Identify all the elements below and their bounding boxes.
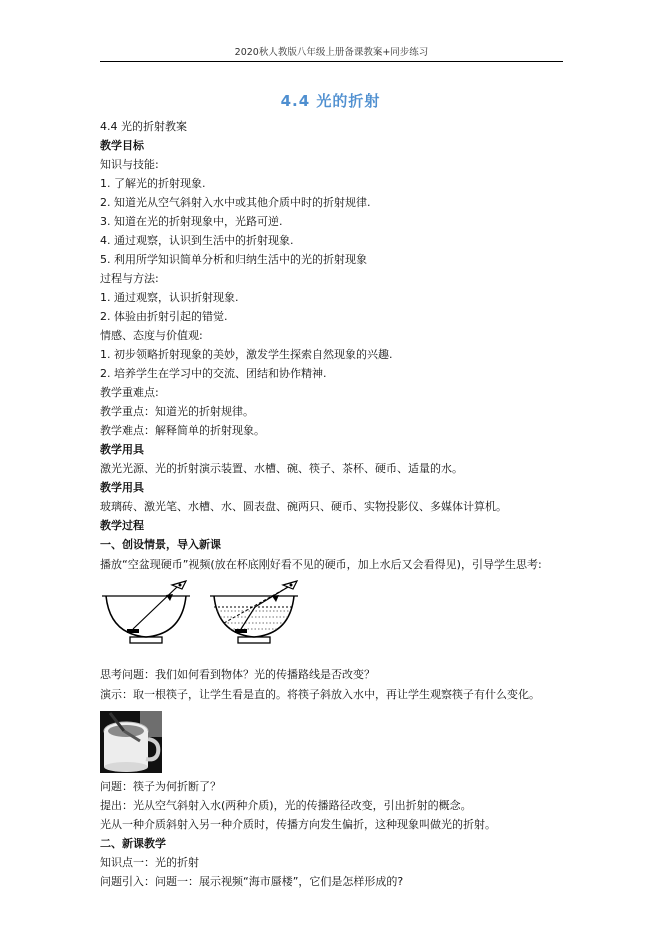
section-heading: 教学过程 (100, 519, 144, 532)
bowl-water-figure (210, 581, 298, 643)
section-new-lesson (100, 777, 563, 891)
text-line: 知识与技能: (100, 158, 159, 171)
text-line: 提出：光从空气斜射入水(两种介质)，光的传播路径改变，引出折射的概念。 (100, 799, 472, 812)
text-line: 2. 培养学生在学习中的交流、团结和协作精神. (100, 367, 327, 380)
text-line: 思考问题：我们如何看到物体？光的传播路线是否改变？ (100, 668, 375, 681)
section-heading: 一、创设情景，导入新课 (100, 538, 221, 551)
text-line: 3. 知道在光的折射现象中，光路可逆. (100, 215, 283, 228)
document-body (100, 117, 563, 891)
coin-bowl-diagram (100, 579, 310, 659)
text-line: 4. 通过观察，认识到生活中的折射现象. (100, 234, 294, 247)
text-line: 4.4 光的折射教案 (100, 120, 187, 133)
section-heading: 教学目标 (100, 139, 144, 152)
text-line: 激光光源、光的折射演示装置、水槽、碗、筷子、茶杯、硬币、适量的水。 (100, 462, 463, 475)
text-line: 演示：取一根筷子，让学生看是直的。将筷子斜放入水中，再让学生观察筷子有什么变化。 (100, 688, 540, 701)
text-line: 教学重难点: (100, 386, 159, 399)
text-line: 2. 知道光从空气斜射入水中或其他介质中时的折射规律. (100, 196, 371, 209)
text-line: 教学重点：知道光的折射规律。 (100, 405, 254, 418)
chopstick-cup-photo (100, 711, 162, 773)
page-title: 4.4 光的折射 (280, 92, 381, 110)
header-rule (100, 61, 563, 62)
text-line: 情感、态度与价值观: (100, 329, 203, 342)
section-heading: 教学用具 (100, 481, 144, 494)
page-header: 2020秋人教版八年级上册备课教案+同步练习 (234, 47, 429, 58)
bowl-empty-figure (102, 581, 190, 643)
text-line: 知识点一：光的折射 (100, 856, 199, 869)
text-line: 玻璃砖、激光笔、水槽、水、圆表盘、碗两只、硬币、实物投影仪、多媒体计算机。 (100, 500, 507, 513)
text-line: 问题：筷子为何折断了？ (100, 780, 221, 793)
text-line: 1. 了解光的折射现象. (100, 177, 206, 190)
text-line: 1. 初步领略折射现象的美妙，激发学生探索自然现象的兴趣. (100, 348, 393, 361)
section-question (100, 665, 563, 705)
section-heading: 二、新课教学 (100, 837, 166, 850)
text-line: 问题引入：问题一：展示视频“海市蜃楼”，它们是怎样形成的? (100, 875, 404, 888)
text-line: 过程与方法: (100, 272, 159, 285)
section-objectives (100, 117, 563, 554)
text-line: 5. 利用所学知识简单分析和归纳生活中的光的折射现象 (100, 253, 367, 266)
intro-paragraph: 播放“空盆现硬币”视频(放在杯底刚好看不见的硬币，加上水后又会看得见)，引导学生思考: (100, 558, 542, 571)
text-line: 1. 通过观察，认识折射现象. (100, 291, 239, 304)
text-line: 教学难点：解释简单的折射现象。 (100, 424, 265, 437)
text-line: 光从一种介质斜射入另一种介质时，传播方向发生偏折，这种现象叫做光的折射。 (100, 818, 496, 831)
section-heading: 教学用具 (100, 443, 144, 456)
text-line: 2. 体验由折射引起的错觉. (100, 310, 228, 323)
